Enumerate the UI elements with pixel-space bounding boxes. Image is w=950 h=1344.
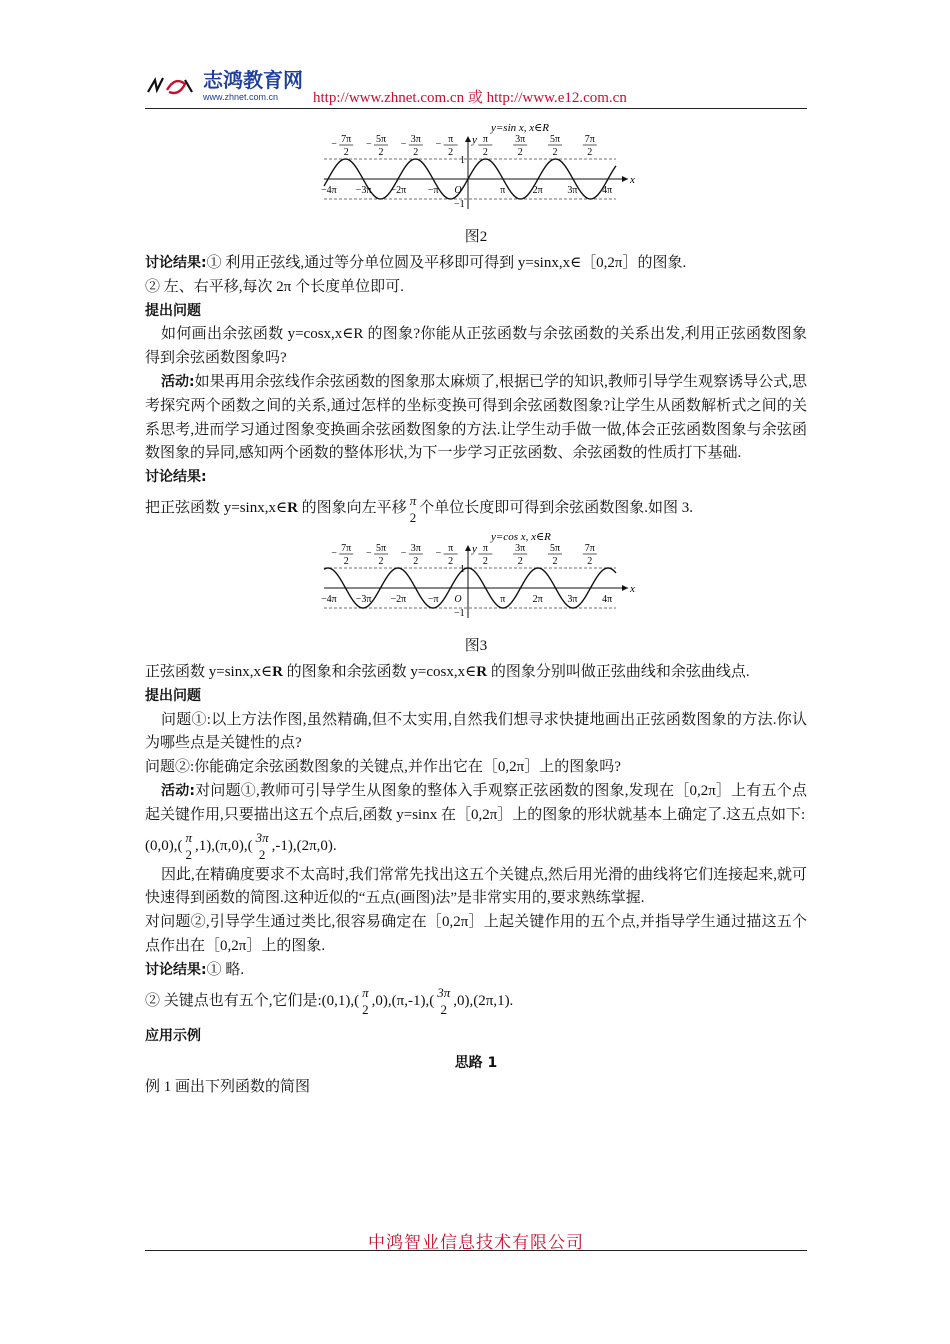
fig2-top-label bbox=[366, 134, 388, 158]
fig2-x-label: 4π bbox=[602, 185, 613, 196]
svg-text:5π: 5π bbox=[549, 542, 561, 554]
a1-label: 活动: bbox=[161, 373, 195, 390]
fig3-top-label bbox=[548, 543, 562, 567]
fig2-x-label: −π bbox=[427, 185, 439, 196]
fraction-3pi-2 bbox=[254, 829, 271, 863]
t1-text: ① 利用正弦线,通过等分单位圆及平移即可得到 y=sinx,x∈［0,2π］的图象. bbox=[206, 255, 687, 271]
example-1: 例 1 画出下列函数的简图 bbox=[145, 1079, 311, 1096]
svg-text:2: 2 bbox=[448, 147, 454, 158]
svg-text:2: 2 bbox=[378, 555, 384, 567]
sine-graph bbox=[316, 121, 636, 211]
five-point-method: 因此,在精确度要求不太高时,我们常常先找出这五个关键点,然后用光滑的曲线将它们连接起来,就可快速得到函数的简图.这种近似的“五点(画图)法”是非常实用的,要求熟练掌握. bbox=[145, 866, 807, 907]
svg-text:2: 2 bbox=[482, 147, 488, 158]
fig2-y-axis-label: y bbox=[472, 134, 477, 146]
fig3-y-axis-label: y bbox=[472, 542, 477, 555]
a2-label: 活动: bbox=[161, 782, 195, 799]
t1-line2: ② 左、右平移,每次 2π 个长度单位即可. bbox=[145, 278, 404, 295]
svg-text:π: π bbox=[448, 542, 454, 554]
fig2-y-one: 1 bbox=[460, 155, 465, 166]
svg-text:2: 2 bbox=[413, 555, 419, 567]
fig2-x-label: 2π bbox=[532, 185, 543, 196]
svg-text:−: − bbox=[366, 139, 372, 150]
document-page bbox=[145, 62, 807, 1100]
fig3-x-labels bbox=[321, 594, 612, 605]
fraction-3pi-2 bbox=[435, 984, 452, 1018]
svg-text:5π: 5π bbox=[375, 134, 387, 145]
t2-mid: 的图象向左平移 bbox=[297, 499, 407, 516]
svg-text:π: π bbox=[482, 542, 488, 554]
footer-company: 中鸿智业信息技术有限公司 bbox=[368, 1233, 584, 1252]
a2-text: 对问题①,教师可引导学生从图象的整体入手观察正弦函数的图象,发现在［0,2π］上有五个点起关键作用,只要描出这五个点后,函数 y=sinx 在［0,2π］上的图象的形状就基本上确定了.这五点如下: bbox=[145, 782, 807, 823]
fig3-x-label: O bbox=[454, 593, 462, 605]
q2-problem-1: 问题①:以上方法作图,虽然精确,但不太实用,自然我们想寻求快捷地画出正弦函数图象的方法.你认为哪些点是关键性的点? bbox=[145, 711, 807, 752]
fig3-x-label: −3π bbox=[355, 593, 372, 605]
svg-text:7π: 7π bbox=[341, 134, 352, 145]
svg-text:2: 2 bbox=[378, 147, 384, 158]
discussion-result-1 bbox=[145, 252, 807, 276]
svg-text:2: 2 bbox=[552, 147, 558, 158]
svg-text:7π: 7π bbox=[584, 134, 595, 145]
fig2-axis-x: x bbox=[630, 174, 635, 186]
fraction-pi-2 bbox=[184, 829, 195, 863]
activity-1 bbox=[145, 371, 807, 466]
svg-text:7π: 7π bbox=[584, 542, 595, 554]
q2-problem-2: 问题②:你能确定余弦函数图象的关键点,并作出它在［0,2π］上的图象吗? bbox=[145, 759, 621, 776]
fig3-y-one: 1 bbox=[460, 563, 465, 575]
fig2-x-label: π bbox=[500, 185, 506, 196]
svg-text:π: π bbox=[482, 134, 488, 145]
svg-text:2: 2 bbox=[448, 555, 454, 567]
svg-text:−: − bbox=[366, 547, 372, 559]
fig2-top-label bbox=[478, 134, 492, 158]
curve-names bbox=[145, 661, 807, 685]
problem-2-guide: 对问题②,引导学生通过类比,很容易确定在［0,2π］上起关键作用的五个点,并指导学生通过描这五个点作出在［0,2π］上的图象. bbox=[145, 914, 807, 954]
five-points-sin bbox=[145, 828, 807, 864]
svg-text:3π: 3π bbox=[410, 542, 421, 554]
fig2-x-label: O bbox=[454, 185, 462, 196]
fig3-axis-x: x bbox=[630, 582, 635, 595]
fig2-top-label bbox=[513, 134, 527, 158]
frac-num: π bbox=[409, 492, 417, 508]
svg-text:−: − bbox=[331, 139, 337, 150]
fig2-title: y=sin x, x∈R bbox=[491, 122, 550, 134]
frac-den: 2 bbox=[409, 509, 417, 525]
fig3-title: y=cos x, x∈R bbox=[491, 530, 551, 543]
svg-text:2: 2 bbox=[587, 555, 593, 567]
frac-num: π bbox=[185, 830, 193, 846]
fig3-x-label: π bbox=[500, 593, 506, 605]
fig2-top-label bbox=[331, 134, 353, 158]
t3-text: ① 略. bbox=[206, 961, 245, 978]
frac-den: 2 bbox=[440, 1002, 447, 1018]
idea-heading: 思路 1 bbox=[454, 1055, 498, 1072]
pts1-a: (0,0),( bbox=[145, 837, 183, 854]
t1-label: 讨论结果: bbox=[145, 255, 207, 271]
curve-pre: 正弦函数 y=sinx,x∈ bbox=[145, 663, 273, 680]
svg-text:2: 2 bbox=[517, 555, 523, 567]
fig2-x-label: 3π bbox=[567, 185, 578, 196]
a1-text: 如果再用余弦线作余弦函数的图象那太麻烦了,根据已学的知识,教师引导学生观察诱导公式,思考探究两个函数之间的关系,通过怎样的坐标变换可得到余弦函数图象?让学生从函数解析式之间的关系思考,进而学习通过图象变换画余弦函数图象的方法.让学生动手做一做,体会正弦函数图象与余弦函数图象的异同,感知两个函数的整体形状,为下一步学习正弦函数、余弦函数的性质打下基础. bbox=[145, 373, 807, 462]
fig3-x-label: 2π bbox=[532, 593, 543, 605]
fig3-top-label bbox=[513, 543, 527, 567]
curve-mid: 的图象和余弦函数 y=cosx,x∈ bbox=[282, 663, 477, 680]
app-heading: 应用示例 bbox=[145, 1027, 201, 1044]
fraction-pi-2 bbox=[360, 984, 371, 1018]
svg-text:5π: 5π bbox=[375, 542, 387, 554]
svg-text:π: π bbox=[448, 134, 454, 145]
page-footer bbox=[145, 1228, 807, 1251]
fig3-x-label: −2π bbox=[390, 593, 407, 605]
fig3-top-label bbox=[478, 543, 492, 567]
svg-text:5π: 5π bbox=[549, 134, 561, 145]
fig2-top-label bbox=[401, 134, 423, 158]
fig3-top-label bbox=[366, 543, 388, 567]
pts1-b: ,1),(π,0),( bbox=[195, 837, 253, 854]
fig2-caption: 图2 bbox=[464, 229, 488, 245]
pts2-a: ② 关键点也有五个,它们是:(0,1),( bbox=[145, 992, 360, 1009]
t2-pre: 把正弦函数 y=sinx,x∈ bbox=[145, 499, 288, 516]
svg-text:7π: 7π bbox=[341, 542, 352, 554]
fraction-pi-2 bbox=[408, 492, 419, 526]
fig2-y-minus-one: −1 bbox=[454, 199, 465, 210]
frac-num: 3π bbox=[255, 830, 269, 846]
fig3-caption: 图3 bbox=[464, 637, 488, 654]
zhnet-logo bbox=[145, 66, 315, 104]
logo-url: www.zhnet.com.cn bbox=[203, 92, 279, 102]
fig2-top-label bbox=[548, 134, 562, 158]
t2-post: 个单位长度即可得到余弦函数图象.如图 3. bbox=[419, 499, 693, 516]
header-links[interactable]: http://www.zhnet.com.cn 或 http://www.e12.com.cn bbox=[313, 90, 627, 106]
svg-text:−: − bbox=[400, 547, 407, 559]
svg-text:−: − bbox=[435, 547, 442, 559]
t3-label: 讨论结果: bbox=[145, 961, 207, 978]
frac-den: 2 bbox=[258, 847, 266, 863]
fig2-x-labels bbox=[321, 185, 612, 196]
svg-text:3π: 3π bbox=[515, 542, 526, 554]
svg-text:2: 2 bbox=[517, 147, 523, 158]
curve-r2: R bbox=[476, 663, 488, 680]
frac-num: 3π bbox=[437, 985, 451, 1001]
fig2-x-label: −3π bbox=[355, 185, 372, 196]
svg-text:2: 2 bbox=[552, 555, 558, 567]
svg-text:−: − bbox=[331, 547, 337, 559]
svg-text:2: 2 bbox=[343, 555, 349, 567]
fig3-x-label: 3π bbox=[567, 593, 578, 605]
cosine-graph bbox=[316, 530, 636, 620]
fig3-top-label bbox=[331, 543, 353, 567]
svg-text:2: 2 bbox=[413, 147, 419, 158]
fig2-top-label bbox=[436, 134, 458, 158]
fig3-top-label bbox=[401, 543, 423, 567]
frac-den: 2 bbox=[362, 1002, 369, 1018]
svg-text:3π: 3π bbox=[515, 134, 526, 145]
fig3-x-label: 4π bbox=[602, 593, 613, 605]
fig2-x-label: −4π bbox=[320, 185, 337, 196]
discussion-result-3 bbox=[145, 959, 807, 983]
q1-text: 如何画出余弦函数 y=cosx,x∈R 的图象?你能从正弦函数与余弦函数的关系出发,利用正弦函数图象得到余弦函数图象吗? bbox=[145, 326, 807, 367]
shift-text bbox=[145, 490, 807, 526]
page-header bbox=[145, 62, 807, 109]
t2-label: 讨论结果: bbox=[145, 469, 207, 486]
frac-num: π bbox=[362, 985, 369, 1001]
q1-heading: 提出问题 bbox=[145, 302, 201, 319]
pts1-c: ,-1),(2π,0). bbox=[271, 837, 337, 854]
frac-den: 2 bbox=[185, 847, 192, 863]
svg-text:3π: 3π bbox=[410, 134, 421, 145]
logo-text: 志鸿教育网 bbox=[203, 68, 303, 92]
svg-text:−: − bbox=[435, 139, 442, 150]
fig3-y-minus-one: −1 bbox=[454, 607, 465, 619]
svg-text:2: 2 bbox=[343, 147, 349, 158]
pts2-c: ,0),(2π,1). bbox=[453, 992, 514, 1009]
svg-text:2: 2 bbox=[587, 147, 593, 158]
svg-text:−: − bbox=[400, 139, 407, 150]
activity-2 bbox=[145, 780, 807, 828]
curve-r1: R bbox=[272, 663, 283, 680]
t2-r: R bbox=[287, 499, 298, 516]
fig3-top-label bbox=[436, 543, 458, 567]
fig3-x-label: −π bbox=[427, 593, 439, 605]
fig3-x-label: −4π bbox=[320, 593, 337, 605]
curve-post: 的图象分别叫做正弦曲线和余弦曲线点. bbox=[487, 663, 750, 680]
fig2-top-label bbox=[583, 134, 597, 158]
fig2-x-label: −2π bbox=[390, 185, 407, 196]
pts2-b: ,0),(π,-1),( bbox=[371, 992, 435, 1009]
five-points-cos bbox=[145, 983, 807, 1019]
q2-heading: 提出问题 bbox=[145, 687, 201, 704]
svg-text:2: 2 bbox=[482, 555, 488, 567]
fig3-top-label bbox=[583, 543, 597, 567]
